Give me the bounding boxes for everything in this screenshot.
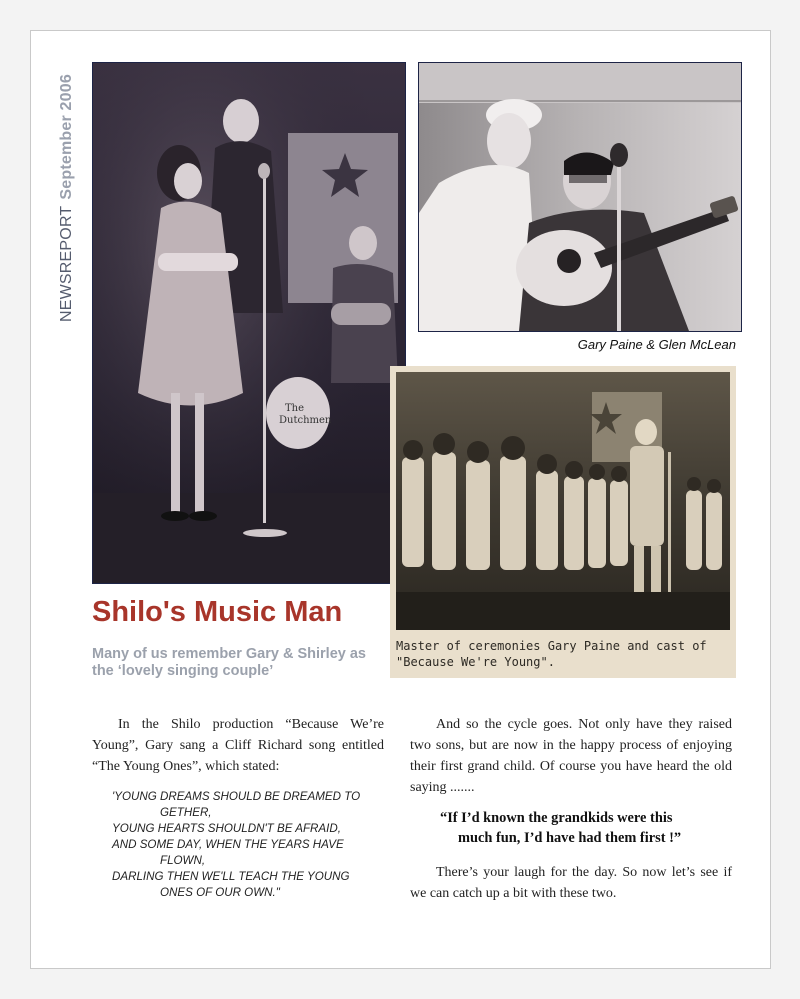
article-subhead: Many of us remember Gary & Shirley as the ‘lovely singing couple’ bbox=[92, 646, 366, 679]
song-lyrics bbox=[112, 789, 384, 901]
clipping-caption-line-2: "Because We're Young". bbox=[396, 655, 555, 669]
lyric-line: FLOWN, bbox=[160, 854, 206, 867]
photo-gary-and-glen bbox=[418, 62, 742, 332]
lyric-line: DARLING THEN WE'LL TEACH THE YOUNG bbox=[112, 870, 350, 883]
quote-line-2: much fun, I’d have had them first !” bbox=[458, 830, 682, 846]
quote-line-1: “If I’d known the grandkids were this bbox=[440, 810, 673, 826]
svg-text:The: The bbox=[285, 403, 305, 414]
lyric-line: AND SOME DAY, WHEN THE YEARS HAVE bbox=[112, 838, 344, 851]
publication-name: NEWSREPORT bbox=[58, 205, 75, 322]
article-headline: Shilo's Music Man bbox=[92, 596, 343, 628]
clipping-caption-line-1: Master of ceremonies Gary Paine and cast of bbox=[396, 639, 707, 653]
issue-sidebar bbox=[58, 62, 78, 322]
closing-paragraph: There’s your laugh for the day. So now let’s see if we can catch up a bit with these two. bbox=[410, 865, 732, 901]
newspaper-clipping bbox=[390, 366, 736, 678]
photo-cast-on-stage bbox=[396, 372, 730, 630]
article-right-column bbox=[410, 714, 732, 798]
lyric-line: ONES OF OUR OWN." bbox=[160, 886, 280, 899]
issue-label bbox=[58, 74, 76, 322]
article-left-column bbox=[92, 714, 384, 777]
svg-text:Dutchmen: Dutchmen bbox=[279, 415, 332, 426]
lyric-line: 'YOUNG DREAMS SHOULD BE DREAMED TO bbox=[112, 790, 361, 803]
lyric-line: GETHER, bbox=[160, 806, 212, 819]
duo-photo-caption: Gary Paine & Glen McLean bbox=[577, 337, 736, 352]
clipping-caption bbox=[396, 638, 730, 670]
photo-singing-couple bbox=[92, 62, 406, 584]
intro-paragraph: In the Shilo production “Because We’re Young”, Gary sang a Cliff Richard song entitled “The Young Ones”, which stated: bbox=[92, 717, 384, 774]
family-paragraph: And so the cycle goes. Not only have they raised two sons, but are now in the happy process of enjoying their first grand child. Of course you have heard the old saying ....... bbox=[410, 717, 732, 795]
issue-date: September 2006 bbox=[58, 74, 75, 200]
grandkids-quote bbox=[440, 808, 730, 848]
lyric-line: YOUNG HEARTS SHOULDN'T BE AFRAID, bbox=[112, 822, 341, 835]
closing-paragraph-block bbox=[410, 862, 732, 904]
